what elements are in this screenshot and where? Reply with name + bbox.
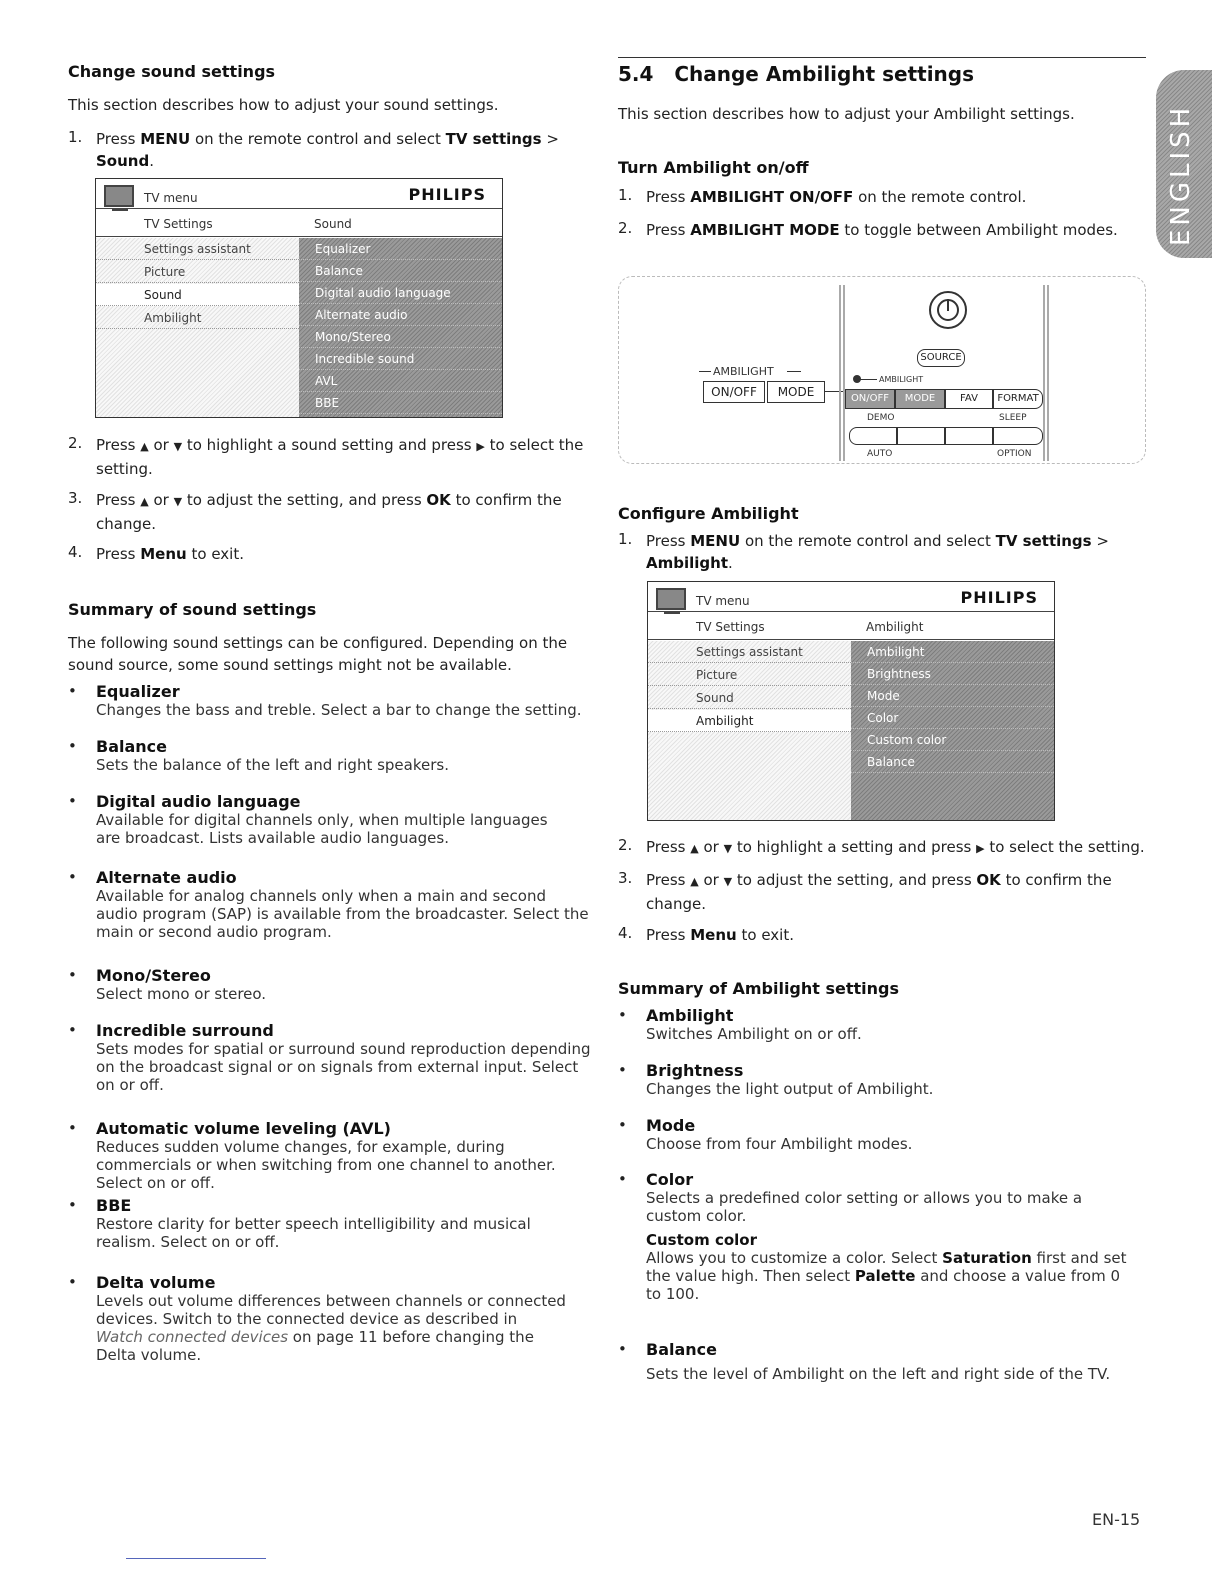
tv-icon	[656, 588, 686, 610]
submenu-item[interactable]: Balance	[851, 751, 1054, 773]
submenu-item[interactable]: Mode	[851, 685, 1054, 707]
ambilight-setting-item: • Color Selects a predefined color setting or allows you to make a custom color. Custom color Allows you to customize a color. Select Saturation first and set the value high. Then select Palette and choose a value from 0 to 100.	[618, 1170, 1150, 1303]
remote-control-illustration	[618, 276, 1146, 464]
mode-button[interactable]: MODE	[895, 389, 945, 409]
format-button[interactable]: FORMAT	[993, 389, 1043, 409]
sound-setting-item: • Balance Sets the balance of the left and right speakers.	[68, 737, 449, 774]
turn-step-2: 2. Press AMBILIGHT MODE to toggle between Ambilight modes.	[618, 219, 1118, 239]
menu-title: TV menu	[696, 594, 750, 608]
menu-title: TV menu	[144, 191, 198, 205]
page-number: EN-15	[1092, 1510, 1141, 1529]
auto-label: AUTO	[867, 449, 893, 459]
custom-color-title: Custom color	[646, 1231, 757, 1249]
submenu-item[interactable]: BBE	[299, 392, 502, 414]
remote-body	[839, 285, 1049, 461]
ambilight-setting-item: • Mode Choose from four Ambilight modes.	[618, 1116, 913, 1153]
sound-setting-item: • Automatic volume leveling (AVL) Reduces sudden volume changes, for example, during commercials or when switching from one channel to another. Select on or off.	[68, 1119, 556, 1192]
submenu-item[interactable]: Color	[851, 707, 1054, 729]
turn-step-1: 1. Press AMBILIGHT ON/OFF on the remote control.	[618, 186, 1027, 206]
menu-right-pane	[851, 641, 1054, 820]
configure-ambilight-heading: Configure Ambilight	[618, 504, 799, 523]
cross-reference-link[interactable]: Watch connected devices	[96, 1328, 289, 1346]
submenu-item[interactable]: Balance	[299, 260, 502, 282]
ambilight-small-label: AMBILIGHT	[879, 375, 924, 384]
sound-step-1: 1. Press MENU on the remote control and select TV settings > Sound.	[68, 128, 559, 170]
custom-color-desc: Allows you to customize a color. Select Saturation first and set the value high. Then select Palette and choose a value from 0 to 100.	[646, 1249, 1127, 1303]
menu-item[interactable]: Picture	[648, 664, 851, 686]
sound-setting-item: • Incredible surround Sets modes for spatial or surround sound reproduction depending on the broadcast signal or on signals from external input. Select on or off.	[68, 1021, 591, 1094]
configure-step-4: 4. Press Menu to exit.	[618, 924, 794, 944]
sound-setting-item: • Delta volume Levels out volume differences between channels or connected devices. Switch to the connected device as described in Watch connected devices on page 11 before changing the Delta volume.	[68, 1273, 566, 1364]
summary-sound-intro: The following sound settings can be configured. Depending on the sound source, some sound settings might not be available.	[68, 634, 568, 674]
sound-step-2: 2. Press ▲ or ▼ to highlight a sound setting and press ▶ to select the setting.	[68, 434, 584, 478]
red-button[interactable]	[849, 427, 897, 445]
summary-ambilight-heading: Summary of Ambilight settings	[618, 979, 900, 998]
tv-icon	[104, 185, 134, 207]
callout-mode-button[interactable]: MODE	[767, 381, 825, 403]
menu-right-pane	[299, 238, 502, 417]
ambilight-setting-item: • Balance Sets the level of Ambilight on the left and right side of the TV.	[618, 1340, 1111, 1383]
ambilight-tv-menu: TV menu PHILIPS TV Settings Ambilight Settings assistant Picture Sound Ambilight Ambilight Brightness Mode Color Custom color Balance	[647, 581, 1055, 821]
green-button[interactable]	[897, 427, 945, 445]
submenu-item[interactable]: Equalizer	[299, 238, 502, 260]
fav-button[interactable]: FAV	[945, 389, 993, 409]
summary-sound-heading: Summary of sound settings	[68, 600, 317, 619]
sound-setting-item: • BBE Restore clarity for better speech intelligibility and musical realism. Select on or off.	[68, 1196, 531, 1251]
submenu-item[interactable]: Custom color	[851, 729, 1054, 751]
source-button[interactable]: SOURCE	[917, 349, 965, 367]
submenu-item[interactable]: Brightness	[851, 663, 1054, 685]
sound-setting-item: • Mono/Stereo Select mono or stereo.	[68, 966, 267, 1003]
change-sound-intro: This section describes how to adjust your sound settings.	[68, 96, 499, 114]
language-tab	[1156, 70, 1212, 258]
ambilight-intro: This section describes how to adjust your Ambilight settings.	[618, 105, 1075, 123]
configure-step-1: 1. Press MENU on the remote control and select TV settings > Ambilight.	[618, 530, 1109, 572]
language-tab-label: ENGLISH	[1166, 103, 1196, 246]
yellow-button[interactable]	[945, 427, 993, 445]
submenu-item[interactable]: Mono/Stereo	[299, 326, 502, 348]
change-sound-heading: Change sound settings	[68, 62, 276, 81]
sound-setting-item: • Digital audio language Available for digital channels only, when multiple languages are broadcast. Lists available audio languages.	[68, 792, 548, 847]
option-label: OPTION	[997, 449, 1032, 459]
menu-item[interactable]: Sound	[648, 687, 851, 709]
submenu-item[interactable]: Ambilight	[851, 641, 1054, 663]
sound-tv-menu: TV menu PHILIPS TV Settings Sound Settings assistant Picture Sound Ambilight Equalizer Balance Digital audio language Alternate audio Mono/Stereo Incredible sound AVL BBE	[95, 178, 503, 418]
submenu-item[interactable]: Digital audio language	[299, 282, 502, 304]
ambilight-setting-item: • Brightness Changes the light output of Ambilight.	[618, 1061, 934, 1098]
callout-onoff-button[interactable]: ON/OFF	[703, 381, 765, 403]
menu-item[interactable]: Ambilight	[96, 307, 299, 329]
submenu-item[interactable]: AVL	[299, 370, 502, 392]
blue-button[interactable]	[993, 427, 1043, 445]
menu-item[interactable]: Picture	[96, 261, 299, 283]
ambilight-setting-item: • Ambilight Switches Ambilight on or off.	[618, 1006, 862, 1043]
configure-step-2: 2. Press ▲ or ▼ to highlight a setting and press ▶ to select the setting.	[618, 836, 1145, 856]
sound-setting-item: • Equalizer Changes the bass and treble. Select a bar to change the setting.	[68, 682, 582, 719]
brand-logo: PHILIPS	[408, 185, 486, 204]
sound-step-4: 4. Press Menu to exit.	[68, 543, 244, 563]
sleep-label: SLEEP	[999, 413, 1027, 423]
menu-item-selected[interactable]: Sound	[96, 284, 299, 306]
menu-item[interactable]: Settings assistant	[648, 641, 851, 663]
section-rule	[618, 57, 1146, 58]
power-icon[interactable]	[929, 291, 967, 329]
section-title: 5.4 Change Ambilight settings	[618, 62, 975, 86]
ambilight-callout-label: AMBILIGHT	[713, 365, 774, 378]
submenu-item[interactable]: Incredible sound	[299, 348, 502, 370]
menu-left-pane	[648, 641, 851, 820]
configure-step-3: 3. Press ▲ or ▼ to adjust the setting, and press OK to confirm the change.	[618, 869, 1112, 913]
footer-rule	[126, 1558, 266, 1559]
sound-step-3: 3. Press ▲ or ▼ to adjust the setting, and press OK to confirm the change.	[68, 489, 562, 533]
demo-label: DEMO	[867, 413, 895, 423]
menu-item[interactable]: Settings assistant	[96, 238, 299, 260]
brand-logo: PHILIPS	[960, 588, 1038, 607]
menu-item-selected[interactable]: Ambilight	[648, 710, 851, 732]
sound-setting-item: • Alternate audio Available for analog channels only when a main and second audio program (SAP) is available from the broadcaster. Select the main or second audio program.	[68, 868, 589, 941]
onoff-button[interactable]: ON/OFF	[845, 389, 895, 409]
turn-ambilight-heading: Turn Ambilight on/off	[618, 158, 809, 177]
submenu-item[interactable]: Alternate audio	[299, 304, 502, 326]
menu-left-pane	[96, 238, 299, 417]
